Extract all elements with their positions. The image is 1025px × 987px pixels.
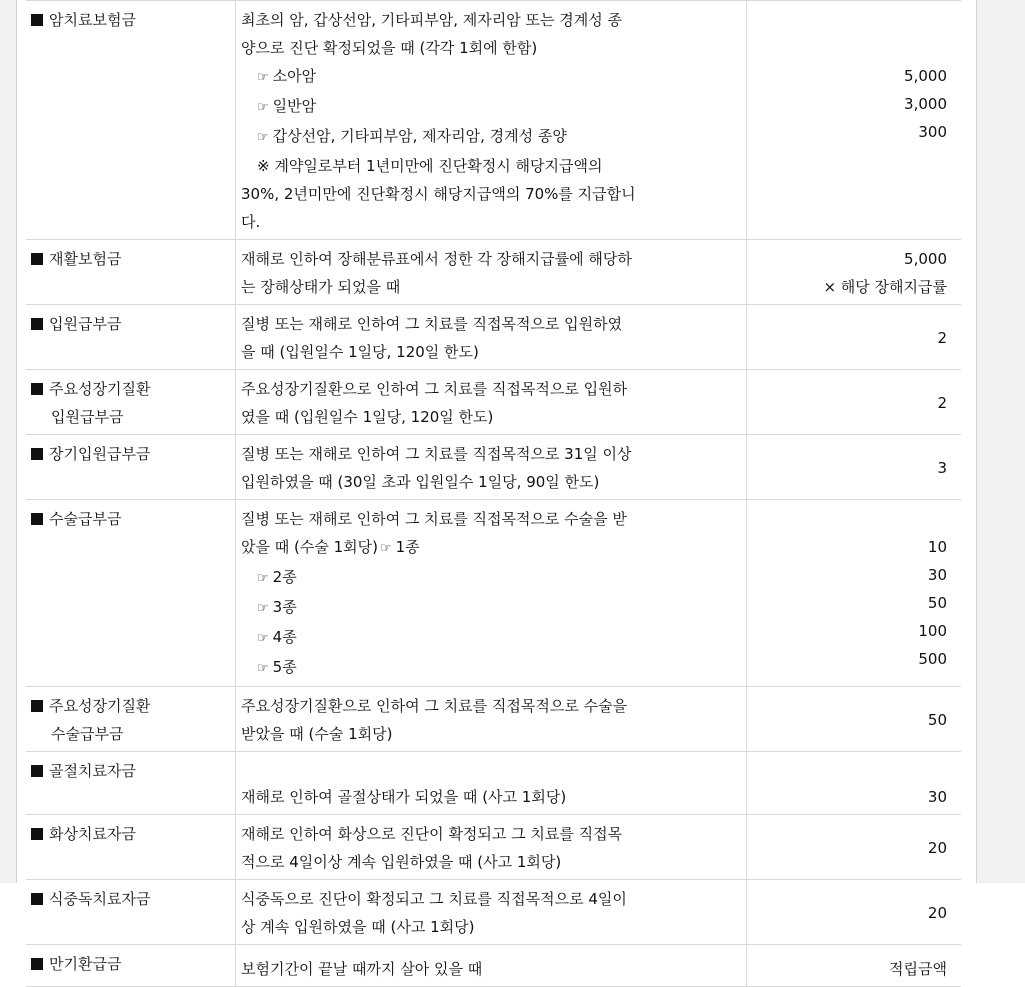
benefit-amount: 5,000 3,000 300 [904,67,947,141]
benefit-amount: 20 [927,904,947,922]
table-row [26,305,961,370]
benefit-description: 질병 또는 재해로 인하여 그 치료를 직접목적으로 입원하였 을 때 (입원일수 1일당, 120일 한도) [235,305,747,369]
benefit-name: 재활보험금 [26,240,235,304]
pointing-hand-icon: ☞ [257,130,269,145]
benefit-description: 주요성장기질환으로 인하여 그 치료를 직접목적으로 입원하 였을 때 (입원일수 1일당, 120일 한도) [235,370,747,434]
square-bullet-icon [31,765,43,777]
benefit-table [26,0,961,987]
benefit-name: 입원급부금 [26,305,235,369]
benefit-name: 식중독치료자금 [26,880,235,944]
table-row [26,370,961,435]
benefit-description: 재해로 인하여 장해분류표에서 정한 각 장해지급률에 해당하 는 장해상태가 되었을 때 [235,240,747,304]
benefit-amount: 10 30 50 100 500 [918,538,947,668]
square-bullet-icon [31,893,43,905]
left-scroll-frame [0,0,17,883]
table-row [26,240,961,305]
pointing-hand-icon: ☞ [257,601,269,616]
benefit-amount: 적립금액 [889,960,947,978]
pointing-hand-icon: ☞ [379,541,392,556]
benefit-name: 만기환급금 [26,945,235,986]
benefit-amount: 20 [927,839,947,857]
right-scroll-frame [976,0,1025,883]
benefit-name: 화상치료자금 [26,815,235,879]
pointing-hand-icon: ☞ [257,631,269,646]
benefit-description: 식중독으로 진단이 확정되고 그 치료를 직접목적으로 4일이 상 계속 입원하였을 때 (사고 1회당) [235,880,747,944]
square-bullet-icon [31,448,43,460]
square-bullet-icon [31,318,43,330]
table-row [26,1,961,240]
square-bullet-icon [31,700,43,712]
benefit-description: 질병 또는 재해로 인하여 그 치료를 직접목적으로 수술을 받 았을 때 (수술 1회당) ☞ 1종 ☞ 2종 ☞ 3종 ☞ 4종 ☞ 5종 [235,500,747,686]
table-row [26,815,961,880]
benefit-name: 암치료보험금 [26,1,235,239]
benefit-amount: 5,000 × 해당 장해지급률 [823,250,947,296]
benefit-description: 재해로 인하여 화상으로 진단이 확정되고 그 치료를 직접목 적으로 4일이상 계속 입원하였을 때 (사고 1회당) [235,815,747,879]
pointing-hand-icon: ☞ [257,70,269,85]
benefit-amount: 2 [937,329,947,347]
table-row [26,500,961,687]
benefit-name: 골절치료자금 [26,752,235,814]
benefit-name: 장기입원급부금 [26,435,235,499]
benefit-amount: 2 [937,394,947,412]
benefit-name: 수술급부금 [26,500,235,686]
square-bullet-icon [31,253,43,265]
benefit-name: 주요성장기질환 수술급부금 [26,687,235,751]
square-bullet-icon [31,958,43,970]
benefit-amount: 30 [927,788,947,806]
benefit-amount: 50 [927,711,947,729]
table-row [26,752,961,815]
benefit-description: 질병 또는 재해로 인하여 그 치료를 직접목적으로 31일 이상 입원하였을 때 (30일 초과 입원일수 1일당, 90일 한도) [235,435,747,499]
square-bullet-icon [31,383,43,395]
benefit-description: 주요성장기질환으로 인하여 그 치료를 직접목적으로 수술을 받았을 때 (수술 1회당) [235,687,747,751]
benefit-description: 최초의 암, 갑상선암, 기타피부암, 제자리암 또는 경계성 종 양으로 진단 확정되었을 때 (각각 1회에 한함) ☞ 소아암 ☞ 일반암 ☞ 갑상선암, 기타피부암, 제자리암, 경계성 종양 ※ 계약일로부터 1년미만에 진단확정시 해당지급액의 30%, 2년미만에 진단확정시 해당지급액의 70%를 지급합니 다. [235,1,747,239]
table-row [26,945,961,987]
benefit-amount: 3 [937,459,947,477]
pointing-hand-icon: ☞ [257,100,269,115]
pointing-hand-icon: ☞ [257,571,269,586]
square-bullet-icon [31,14,43,26]
square-bullet-icon [31,828,43,840]
benefit-description: 보험기간이 끝날 때까지 살아 있을 때 [235,945,747,986]
benefit-name: 주요성장기질환 입원급부금 [26,370,235,434]
table-row [26,880,961,945]
pointing-hand-icon: ☞ [257,661,269,676]
table-row [26,687,961,752]
square-bullet-icon [31,513,43,525]
benefit-description: 재해로 인하여 골절상태가 되었을 때 (사고 1회당) [235,752,747,814]
table-row [26,435,961,500]
